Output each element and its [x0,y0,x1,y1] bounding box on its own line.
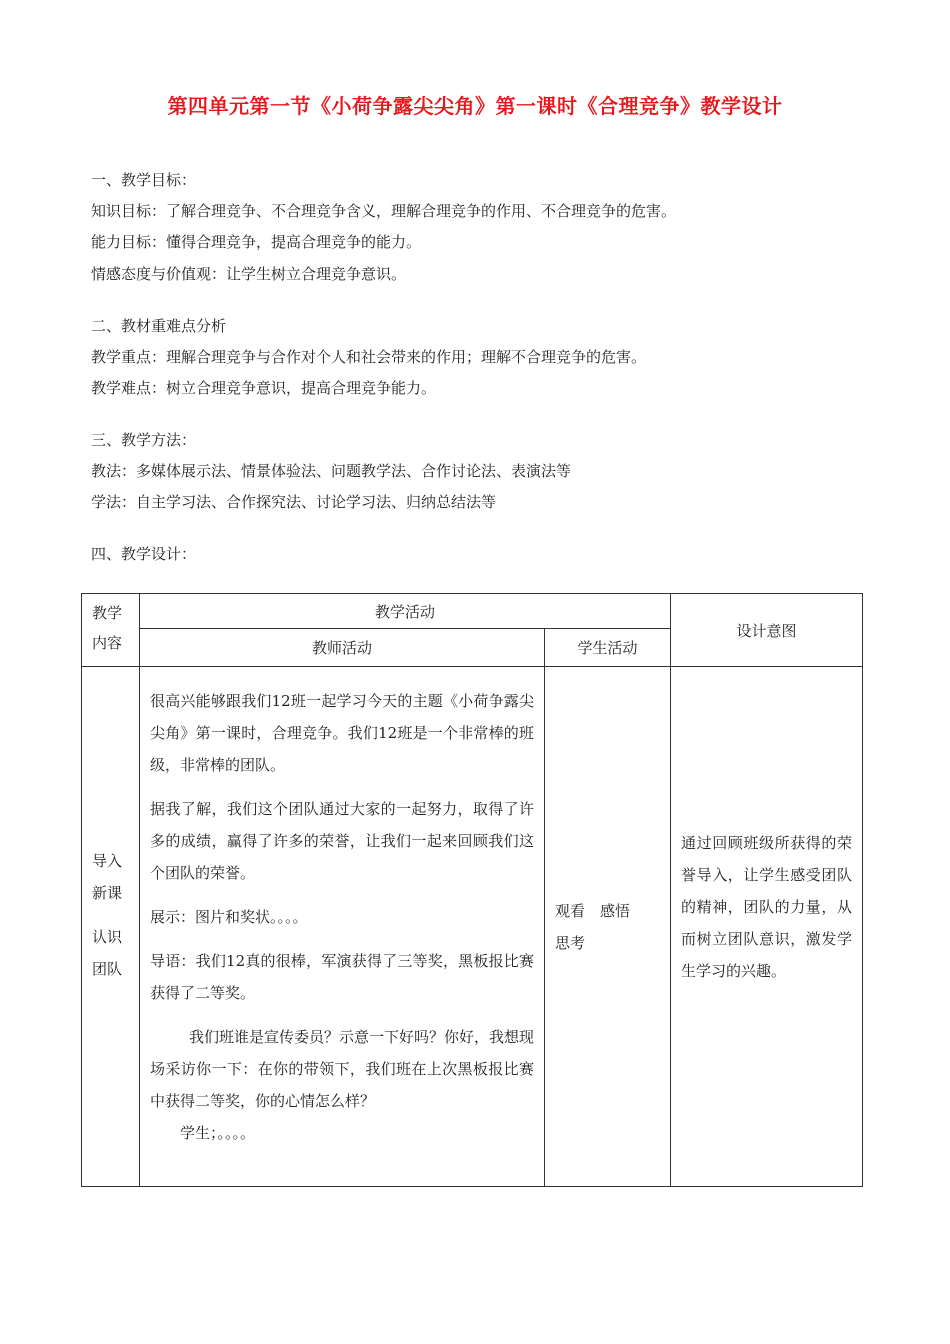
section-heading-design: 四、教学设计： [91,545,197,563]
header-content-line1: 教学 [92,604,123,622]
table-header-row [82,594,863,629]
key-point: 教学重点：理解合理竞争与合作对个人和社会带来的作用；理解不合理竞争的危害。 [91,348,647,366]
teacher-paragraph: 导语：我们12真的很棒，军演获得了三等奖，黑板报比赛获得了二等奖。 [150,952,534,1002]
section-heading-keypoints: 二、教材重难点分析 [91,317,227,335]
design-intent-cell: 通过回顾班级所获得的荣誉导入，让学生感受团队的精神，团队的力量，从而树立团队意识，激发学生学习的兴趣。 [671,667,863,1187]
section-heading-objectives: 一、教学目标： [91,171,197,189]
teacher-paragraph: 据我了解，我们这个团队通过大家的一起努力，取得了许多的成绩，赢得了许多的荣誉，让我们一起来回顾我们这个团队的荣誉。 [150,800,534,882]
objective-attitude: 情感态度与价值观：让学生树立合理竞争意识。 [91,265,407,283]
teacher-activity-cell [140,667,545,1187]
content-line: 认识 [92,928,123,946]
student-activity-line: 思考 [555,933,586,952]
objective-ability: 能力目标：懂得合理竞争，提高合理竞争的能力。 [91,233,422,251]
table-row [82,667,863,1187]
content-line: 新课 [92,884,123,902]
teacher-paragraph: 我们班谁是宣传委员？示意一下好吗？你好，我想现场采访你一下：在你的带领下，我们班在上次黑板报比赛中获得二等奖，你的心情怎么样？ [150,1028,535,1110]
teacher-paragraph: 很高兴能够跟我们12班一起学习今天的主题《小荷争露尖尖角》第一课时，合理竞争。我们12班是一个非常棒的班级，非常棒的团队。 [150,692,534,774]
content-cell [82,667,140,1187]
teaching-methods: 教法：多媒体展示法、情景体验法、问题教学法、合作讨论法、表演法等 [91,462,572,480]
header-student: 学生活动 [545,629,671,667]
content-line: 导入 [92,852,123,870]
header-activity: 教学活动 [140,594,671,629]
teaching-design-table [81,593,863,1187]
header-teacher: 教师活动 [140,629,545,667]
student-activity-line: 观看 感悟 [555,901,631,920]
header-content-line2: 内容 [92,634,123,652]
difficult-point: 教学难点：树立合理竞争意识，提高合理竞争能力。 [91,379,437,397]
header-intent: 设计意图 [671,594,863,667]
student-activity-cell [545,667,671,1187]
learning-methods: 学法：自主学习法、合作探究法、讨论学习法、归纳总结法等 [91,493,497,511]
content-line: 团队 [92,960,123,978]
objective-knowledge: 知识目标：了解合理竞争、不合理竞争含义，理解合理竞争的作用、不合理竞争的危害。 [91,202,677,220]
section-heading-methods: 三、教学方法： [91,431,197,449]
header-content-cell [82,594,140,667]
document-title: 第四单元第一节《小荷争露尖尖角》第一课时《合理竞争》教学设计 [167,94,783,118]
teacher-paragraph: 学生；。。。。 [180,1124,256,1142]
teacher-paragraph: 展示：图片和奖状。。。。 [150,908,308,926]
